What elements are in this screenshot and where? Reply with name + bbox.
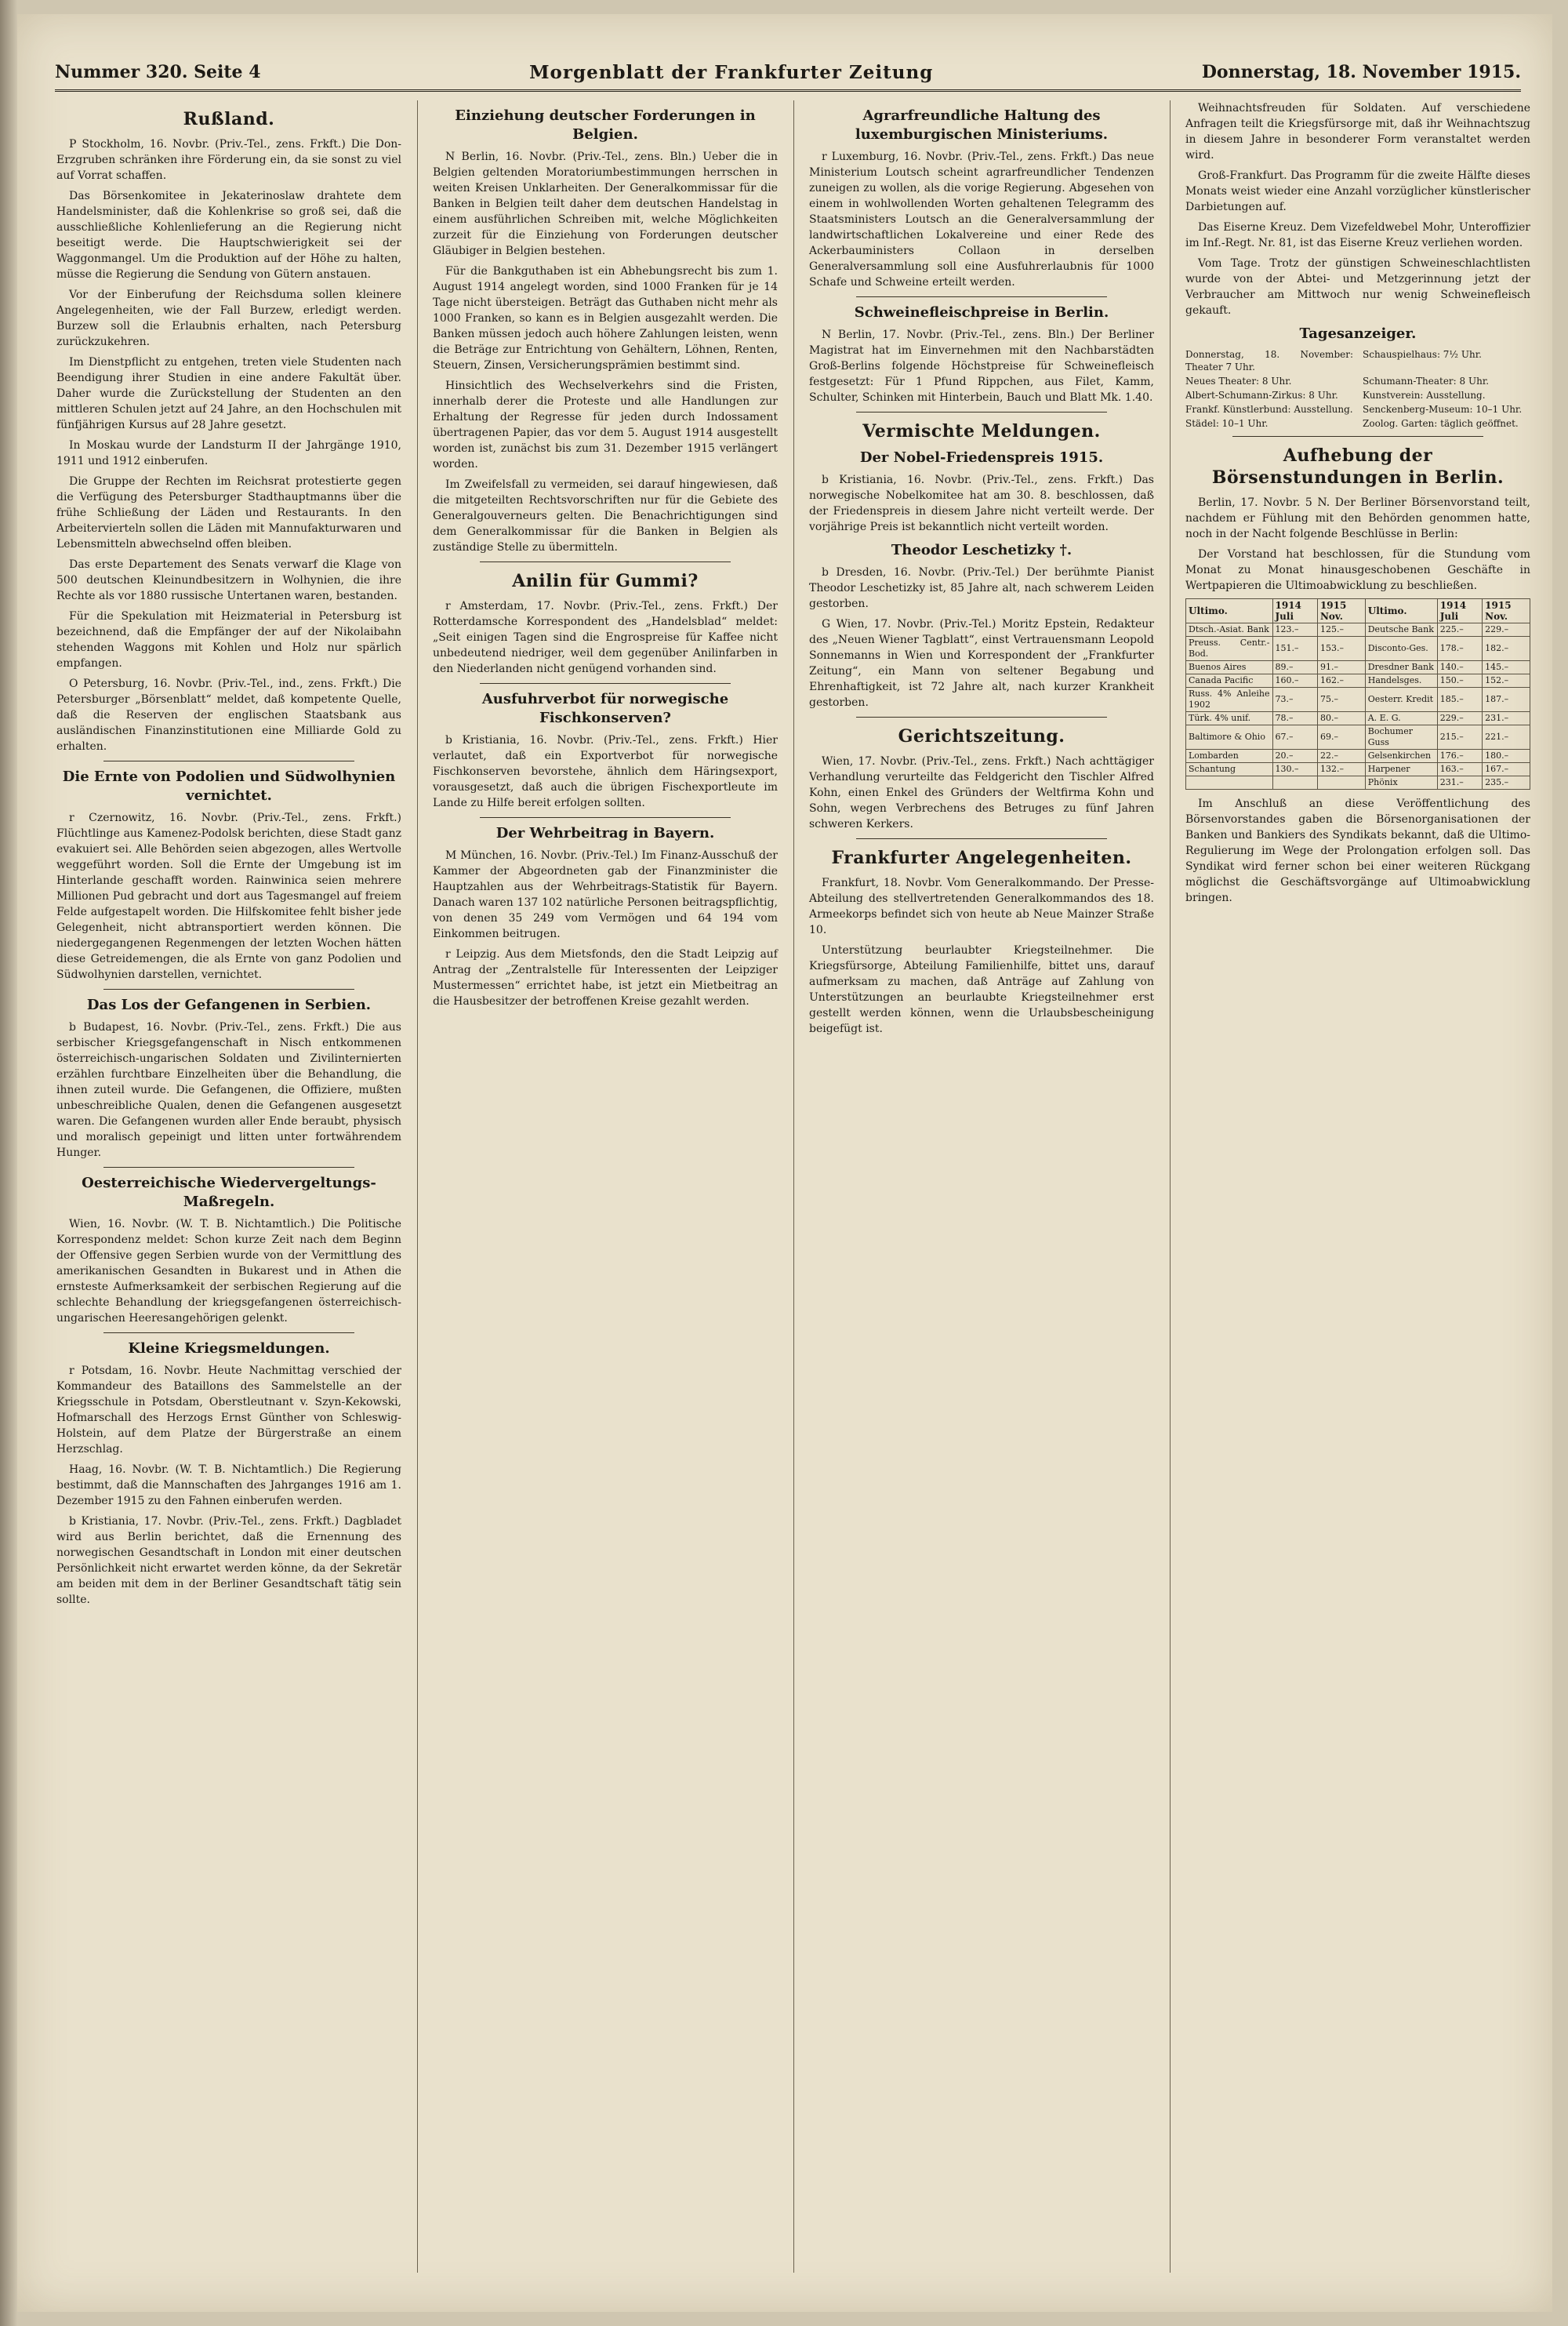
section-rule [856, 412, 1107, 413]
table-header: 1914 Juli [1272, 599, 1317, 623]
table-row [1186, 750, 1530, 763]
section-rule [103, 1167, 354, 1168]
article-paragraph: Das Eiserne Kreuz. Dem Vizefeldwebel Mohr, Unteroffizier im Inf.-Regt. Nr. 81, ist das Eiserne Kreuz verliehen worden. [1185, 221, 1530, 249]
table-cell: 182.– [1483, 637, 1530, 661]
table-cell: Deutsche Bank [1365, 623, 1437, 637]
table-cell: 150.– [1437, 674, 1482, 688]
table-cell [1272, 776, 1317, 790]
table-header: 1915 Nov. [1317, 599, 1365, 623]
article-paragraph: b Budapest, 16. Novbr. (Priv.-Tel., zens. Frkft.) Die aus serbischer Kriegsgefangenschaft in Nisch entkommenen österreichisch-ungarischen Soldaten und Zivilinternierten erzählen furchtbare Einzelheiten über die Behandlung, die ihnen zuteil wurde. Die Gefangenen, die Offiziere, mußten unbeschreibliche Qualen, denen die Gefangenen ausgesetzt waren. Die Gefangenen wurden aller Ende beraubt, physisch und moralisch gepeinigt und litten unter fortwährendem Hunger. [56, 1021, 401, 1159]
table-cell: Russ. 4% Anleihe 1902 [1186, 688, 1273, 712]
article-paragraph: Wien, 16. Novbr. (W. T. B. Nichtamtlich.) Die Politische Korrespondenz meldet: Schon kurze Zeit nach dem Beginn der Offensive gegen Serbien wurde von der Vermittlung des amerikanischen Gesandten in Bukarest und in Athen die ernsteste Aufmerksamkeit der serbischen Regierung auf die schlechte Behandlung der kriegsgefangenen österreichisch-ungarischen Heeresangehörigen gelenkt. [56, 1218, 401, 1325]
headline-wehrbeitrag: Der Wehrbeitrag in Bayern. [495, 825, 715, 841]
article-paragraph: Vom Tage. Trotz der günstigen Schweineschlachtlisten wurde von der Abtei- und Metzgerinnung jetzt der Verbraucher am Mittwoch nur wenig Schweinefleisch gekauft. [1185, 257, 1530, 317]
article-paragraph: O Petersburg, 16. Novbr. (Priv.-Tel., ind., zens. Frkft.) Die Petersburger „Börsenblatt“ meldet, daß kompetente Quelle, daß die Reserven der englischen Staatsbank aus ausländischen Finanzinstitutionen eine Milliarde Gold zu erhalten. [56, 678, 401, 753]
table-cell: 235.– [1483, 776, 1530, 790]
table-row [1186, 688, 1530, 712]
table-cell: 162.– [1317, 674, 1365, 688]
table-cell: 160.– [1272, 674, 1317, 688]
article-paragraph: Groß-Frankfurt. Das Programm für die zweite Hälfte dieses Monats weist wieder eine Anzahl vorzüglicher künstlerischer Darbietungen auf. [1185, 169, 1530, 213]
article-paragraph: r Luxemburg, 16. Novbr. (Priv.-Tel., zens. Frkft.) Das neue Ministerium Loutsch scheint agrarfreundlicher Tendenzen zuneigen zu wollen, als die vorige Regierung. Abgesehen von einem in wohlwollenden Worten gehaltenen Telegramm des Staatsministers Loutsch an die Generalversammlung der landwirtschaftlichen Lokalvereine und einer Rede des Ackerbauministers Collaon in derselben Generalversammlung soll eine Ausfuhrerlaubnis für 1000 Schafe und Schweine erteilt werden. [809, 151, 1154, 289]
headline-frankfurter: Frankfurter Angelegenheiten. [831, 848, 1132, 868]
listing-item: Donnerstag, 18. November: Theater 7 Uhr. [1185, 349, 1353, 373]
table-header: Ultimo. [1186, 599, 1273, 623]
table-cell: 75.– [1317, 688, 1365, 712]
table-cell: 180.– [1483, 750, 1530, 763]
column-3 [809, 100, 1154, 1041]
table-row [1186, 712, 1530, 725]
article-paragraph: N Berlin, 17. Novbr. (Priv.-Tel., zens. Bln.) Der Berliner Magistrat hat im Einvernehmen mit den Nachbarstädten Groß-Berlins folgende Höchstpreise für Schweinefleisch festgesetzt: Für 1 Pfund Rippchen, aus Filet, Kamm, Schulter, Schinken mit Hinterbein, Bauch und Blatt Mk. 1.40. [809, 329, 1154, 404]
table-cell: 229.– [1437, 712, 1482, 725]
table-cell: 152.– [1483, 674, 1530, 688]
table-cell: 153.– [1317, 637, 1365, 661]
article-paragraph: b Kristiania, 16. Novbr. (Priv.-Tel., zens. Frkft.) Hier verlautet, daß ein Exportverbot für norwegische Fischkonserven bevorstehe, ähnlich dem Häringsexport, vorausgesetzt, daß auch die übrigen Fischexportleute im Lande zu Hilfe bereit erfolgen sollten. [433, 734, 778, 809]
table-cell: Buenos Aires [1186, 661, 1273, 674]
table-cell: 80.– [1317, 712, 1365, 725]
table-row [1186, 763, 1530, 776]
article-paragraph: Für die Spekulation mit Heizmaterial in Petersburg ist bezeichnend, daß die Empfänger der auf der Nikolaibahn stehenden Waggons mit Kohlen und Holz nur spärlich empfangen. [56, 610, 401, 670]
table-cell: 145.– [1483, 661, 1530, 674]
table-cell: 221.– [1483, 725, 1530, 750]
section-rule [856, 717, 1107, 718]
table-cell: 140.– [1437, 661, 1482, 674]
table-cell: 167.– [1483, 763, 1530, 776]
article-paragraph: Hinsichtlich des Wechselverkehrs sind die Fristen, innerhalb derer die Proteste und alle Handlungen zur Erhaltung der Regresse für jeden durch Indossament übertragenen Papier, das vor dem 5. August 1914 ausgestellt worden ist, zunächst bis zum 31. Dezember 1915 verlängert worden. [433, 380, 778, 471]
table-row [1186, 661, 1530, 674]
headline-vermischte: Vermischte Meldungen. [862, 421, 1101, 442]
table-header: 1915 Nov. [1483, 599, 1530, 623]
table-cell: Dtsch.-Asiat. Bank [1186, 623, 1273, 637]
article-paragraph: Für die Bankguthaben ist ein Abhebungsrecht bis zum 1. August 1914 angelegt worden, sind 1000 Franken für je 14 Tage nicht übersteigen. Beträgt das Guthaben nicht mehr als 1000 Franken, so kann es in Belgien ausgezahlt werden. Die Banken müssen jedoch auch höhere Zahlungen leisten, wenn die Beträge zur Entrichtung von Gehältern, Löhnen, Renten, Steuern, Zinsen, Versicherungsprämien bestimmt sind. [433, 265, 778, 372]
table-header: Ultimo. [1365, 599, 1437, 623]
section-rule [103, 1332, 354, 1333]
article-paragraph: Unterstützung beurlaubter Kriegsteilnehmer. Die Kriegsfürsorge, Abteilung Familienhilfe, bittet uns, darauf aufmerksam zu machen, daß Anträge auf Zahlung von Unterstützungen an beurlaubte Kriegsteilnehmer erst gestellt werden können, wenn die Urlaubsbescheinigung beigefügt ist. [809, 944, 1154, 1035]
article-paragraph: P Stockholm, 16. Novbr. (Priv.-Tel., zens. Frkft.) Die Don-Erzgruben schränken ihre Förderung ein, da sie sonst zu viel auf Vorrat schaffen. [56, 138, 401, 182]
table-cell: Dresdner Bank [1365, 661, 1437, 674]
tagesanzeiger-listing [1185, 348, 1530, 430]
article-paragraph: r Leipzig. Aus dem Mietsfonds, den die Stadt Leipzig auf Antrag der „Zentralstelle für Interessenten der Leipziger Mustermessen“ errichtet habe, ist jetzt ein Mietbeitrag an die Hausbesitzer der betroffenen Kreise gezahlt werden. [433, 948, 778, 1008]
headline-belgien: Einziehung deutscher Forderungen in Belgien. [455, 107, 756, 143]
table-cell: 229.– [1483, 623, 1530, 637]
table-cell: 151.– [1272, 637, 1317, 661]
headline-anilin: Anilin für Gummi? [512, 571, 699, 591]
table-row [1186, 637, 1530, 661]
table-cell: 91.– [1317, 661, 1365, 674]
subheadline-nobel: Der Nobel-Friedenspreis 1915. [859, 449, 1104, 466]
article-paragraph: b Dresden, 16. Novbr. (Priv.-Tel.) Der berühmte Pianist Theodor Leschetizky ist, 85 Jahre alt, nach schwerem Leiden gestorben. [809, 566, 1154, 610]
article-paragraph: b Kristiania, 17. Novbr. (Priv.-Tel., zens. Frkft.) Dagbladet wird aus Berlin berichtet, daß die Ernennung des norwegischen Gesandtschaft in London mit einer deutschen Persönlichkeit nicht erwartet werden könne, da der Sekretär am beiden mit dem in der Berliner Gesandtschaft tätig sein sollte. [56, 1515, 401, 1606]
headline-schweinefleisch: Schweinefleischpreise in Berlin. [854, 304, 1109, 321]
article-paragraph: Das erste Departement des Senats verwarf die Klage von 500 deutschen Kleinundbesitzern in Wolhynien, die ihre Rechte als vor 1880 russische Untertanen waren, bestanden. [56, 558, 401, 602]
table-cell: 130.– [1272, 763, 1317, 776]
column-4 [1185, 100, 1530, 910]
newspaper-page [17, 14, 1552, 2312]
listing-item: Zoolog. Garten: täglich geöffnet. [1363, 418, 1519, 429]
article-paragraph: Vor der Einberufung der Reichsduma sollen kleinere Angelegenheiten, wie der Fall Burzew, erledigt werden. Burzew soll die Erlaubnis erhalten, nach Petersburg zurückzukehren. [56, 289, 401, 348]
listing-item: Frankf. Künstlerbund: Ausstellung. [1185, 404, 1353, 415]
article-paragraph: Im Zweifelsfall zu vermeiden, sei darauf hingewiesen, daß die mitgeteilten Rechtsvorschriften nur für die Gebiete des Generalgouverneurs gelten. Die Benachrichtigungen sind dem Generalkommissar für die Banken in Belgien als zuständige Stelle zu übermitteln. [433, 478, 778, 554]
article-paragraph: Haag, 16. Novbr. (W. T. B. Nichtamtlich.) Die Regierung bestimmt, daß die Mannschaften des Jahrganges 1916 am 1. Dezember 1915 zu den Fahnen einberufen werden. [56, 1463, 401, 1507]
table-cell: Schantung [1186, 763, 1273, 776]
listing-item: Senckenberg-Museum: 10–1 Uhr. [1363, 404, 1523, 415]
table-cell: 176.– [1437, 750, 1482, 763]
table-header: 1914 Juli [1437, 599, 1482, 623]
headline-gerichtszeitung: Gerichtszeitung. [898, 726, 1065, 747]
article-paragraph: r Potsdam, 16. Novbr. Heute Nachmittag verschied der Kommandeur des Bataillons des Sammelstelle an der Kriegsschule in Potsdam, Oberstleutnant v. Szyn-Kekowski, Hofmarschall des Herzogs Ernst Günther von Schleswig-Holstein, auf dem Platze der Bürgerstraße an einem Herzschlag. [56, 1365, 401, 1456]
table-cell: A. E. G. [1365, 712, 1437, 725]
table-cell: Baltimore & Ohio [1186, 725, 1273, 750]
table-cell: Bochumer Guss [1365, 725, 1437, 750]
page-fold-shadow [0, 0, 17, 2326]
table-cell: Lombarden [1186, 750, 1273, 763]
table-cell: 125.– [1317, 623, 1365, 637]
table-cell: Disconto-Ges. [1365, 637, 1437, 661]
headline-boersenstundungen: Aufhebung der Börsenstundungen in Berlin. [1211, 445, 1504, 488]
header-masthead: Morgenblatt der Frankfurter Zeitung [529, 61, 934, 83]
table-cell: Preuss. Centr.-Bod. [1186, 637, 1273, 661]
section-rule [856, 838, 1107, 839]
listing-item: Schumann-Theater: 8 Uhr. [1363, 376, 1490, 387]
table-cell: 231.– [1483, 712, 1530, 725]
listing-item: Neues Theater: 8 Uhr. [1185, 376, 1292, 387]
table-cell: 163.– [1437, 763, 1482, 776]
article-paragraph: M München, 16. Novbr. (Priv.-Tel.) Im Finanz-Ausschuß der Kammer der Abgeordneten gab der Finanzminister die Hauptzahlen aus der Wehrbeitrags-Statistik für Bayern. Danach waren 137 102 natürliche Personen beitragspflichtig, von denen 35 249 vom Vermögen und 64 194 vom Einkommen beitrugen. [433, 849, 778, 940]
table-cell: 20.– [1272, 750, 1317, 763]
article-paragraph: Frankfurt, 18. Novbr. Vom Generalkommando. Der Presse-Abteilung des stellvertretenden Generalkommandos des 18. Armeekorps befindet sich von heute ab Neue Mainzer Straße 10. [809, 877, 1154, 936]
section-rule [480, 683, 731, 684]
article-paragraph: Im Anschluß an diese Veröffentlichung des Börsenvorstandes gaben die Börsenorganisationen der Banken und Bankiers des Syndikats bekannt, daß die Ultimo-Regulierung im Wege der Prolongation erfolgen soll. Das Syndikat wird ferner schon bei einer weiteren Rückgang möglichst die Geschäftsvorgänge auf Ultimoabwicklung bringen. [1185, 798, 1530, 904]
listing-item: Schauspielhaus: 7½ Uhr. [1363, 349, 1482, 360]
table-cell: Handelsges. [1365, 674, 1437, 688]
table-cell: 185.– [1437, 688, 1482, 712]
table-cell: 231.– [1437, 776, 1482, 790]
column-1 [56, 100, 401, 1612]
table-row [1186, 623, 1530, 637]
header-date: Donnerstag, 18. November 1915. [1201, 62, 1521, 82]
article-paragraph: Weihnachtsfreuden für Soldaten. Auf verschiedene Anfragen teilt die Kriegsfürsorge mit, daß ihr Weihnachtszug in diesem Jahre in besonderer Form veranstaltet werden wird. [1185, 102, 1530, 162]
article-paragraph: Die Gruppe der Rechten im Reichsrat protestierte gegen die Verfügung des Petersburger Stadthauptmanns über die frühe Schließung der Läden und Restaurants. In den Arbeitervierteln sollen die Läden mit Mannufakturwaren und Lebensmitteln abwechselnd offen bleiben. [56, 475, 401, 551]
table-cell [1186, 776, 1273, 790]
headline-fischkonserven: Ausfuhrverbot für norwegische Fischkonserven? [481, 691, 729, 726]
listing-item: Kunstverein: Ausstellung. [1363, 390, 1486, 401]
table-cell: 67.– [1272, 725, 1317, 750]
table-cell: 73.– [1272, 688, 1317, 712]
table-cell [1317, 776, 1365, 790]
table-cell: Gelsenkirchen [1365, 750, 1437, 763]
header-issue: Nummer 320. Seite 4 [55, 62, 261, 82]
table-row [1186, 674, 1530, 688]
headline-ernte: Die Ernte von Podolien und Südwolhynien vernichtet. [62, 769, 396, 804]
table-cell: Harpener [1365, 763, 1437, 776]
table-cell: 69.– [1317, 725, 1365, 750]
column-divider [1170, 100, 1171, 2273]
article-paragraph: Wien, 17. Novbr. (Priv.-Tel., zens. Frkft.) Nach achttägiger Verhandlung verurteilte das Feldgericht den Tischler Alfred Kohn, einen Enkel des Gründers der Weltfirma Kohn und Sohn, wegen Verbrechens des Betruges zu fünf Jahren schweren Kerkers. [809, 755, 1154, 830]
article-paragraph: Berlin, 17. Novbr. 5 N. Der Berliner Börsenvorstand teilt, nachdem er Fühlung mit den Behörden genommen hatte, noch in der Nacht folgende Beschlüsse in Berlin: [1185, 496, 1530, 540]
section-rule [856, 296, 1107, 297]
table-cell: Oesterr. Kredit [1365, 688, 1437, 712]
section-rule [1232, 436, 1483, 437]
article-paragraph: b Kristiania, 16. Novbr. (Priv.-Tel., zens. Frkft.) Das norwegische Nobelkomitee hat am 30. 8. beschlossen, daß der Friedenspreis in diesem Jahre nicht verteilt werde. Der vorjährige Preis ist bekanntlich nicht verteilt worden. [809, 474, 1154, 533]
table-row [1186, 725, 1530, 750]
headline-kriegsmeldungen: Kleine Kriegsmeldungen. [128, 1340, 330, 1357]
table-cell: 123.– [1272, 623, 1317, 637]
article-paragraph: N Berlin, 16. Novbr. (Priv.-Tel., zens. Bln.) Ueber die in Belgien geltenden Moratoriumbestimmungen herrschen in weiten Kreisen Unklarheiten. Der Generalkommissar für die Banken in Belgien teilt daher dem deutschen Handelstag in einem ausführlichen Schreiben mit, welche Möglichkeiten zurzeit für die Einziehung von Forderungen deutscher Gläubiger in Belgien bestehen. [433, 151, 778, 257]
table-cell: 132.– [1317, 763, 1365, 776]
article-paragraph: In Moskau wurde der Landsturm II der Jahrgänge 1910, 1911 und 1912 einberufen. [56, 439, 401, 467]
article-paragraph: Das Börsenkomitee in Jekaterinoslaw drahtete dem Handelsminister, daß die Kohlenkrise so groß sei, daß die ausschließliche Kohlenlieferung an die Regierung nicht beseitigt werde. Die Hauptschwierigkeit sei der Waggonmangel. Um die Produktion auf der Höhe zu halten, müsse die Regierung die Sendung von Gütern anstauen. [56, 190, 401, 281]
column-divider [793, 100, 794, 2273]
table-cell: 89.– [1272, 661, 1317, 674]
table-body [1186, 623, 1530, 790]
headline-tagesanzeiger: Tagesanzeiger. [1299, 325, 1417, 342]
section-rule [103, 989, 354, 990]
section-rule [480, 817, 731, 818]
table-cell: Phönix [1365, 776, 1437, 790]
listing-item: Albert-Schumann-Zirkus: 8 Uhr. [1185, 390, 1338, 401]
table-row [1186, 776, 1530, 790]
article-paragraph: Der Vorstand hat beschlossen, für die Stundung vom Monat zu Monat hinausgeschobenen Geschäfte in Wertpapieren die Ultimoabwicklung zu beschließen. [1185, 548, 1530, 592]
page-header [55, 55, 1521, 92]
table-cell: 22.– [1317, 750, 1365, 763]
table-cell: 225.– [1437, 623, 1482, 637]
article-paragraph: G Wien, 17. Novbr. (Priv.-Tel.) Moritz Epstein, Redakteur des „Neuen Wiener Tagblatt“, einst Vertrauensmann Leopold Sonnemanns in Wien und Korrespondent der „Frankfurter Zeitung“, ein Mann von seltener Begabung und Ehrenhaftigkeit, ist 72 Jahre alt, nach kurzer Krankheit gestorben. [809, 618, 1154, 709]
ultimo-stock-table [1185, 598, 1530, 790]
article-paragraph: r Czernowitz, 16. Novbr. (Priv.-Tel., zens. Frkft.) Flüchtlinge aus Kamenez-Podolsk berichten, diese Stadt ganz evakuiert sei. Alle Behörden seien abgezogen, alles Wertvolle weggeführt worden. Soll die Ernte der Umgebung ist im Hinterlande geschafft worden. Rainwinica seien mehrere Millionen Pud gebracht und dort aus Tagesmangel auf freiem Felde aufgestapelt worden. Die Hilfskomitee fehlt bisher jede Gelegenheit, nicht abtransportiert werden können. Die niedergegangenen Regenmengen der letzten Wochen hätten diese Getreidemengen, die als Ernte von ganz Podolien und Südwolhynien darstellen, vernichtet. [56, 812, 401, 981]
article-paragraph: Im Dienstpflicht zu entgehen, treten viele Studenten nach Beendigung ihrer Studien in eine andere Fakultät über. Daher wurde die Zurückstellung der Studenten an den mittleren Schulen jetzt auf 24 Jahre, an den Hochschulen mit fünfjährigen Kursus auf 28 Jahre gesetzt. [56, 356, 401, 431]
headline-russland: Rußland. [183, 109, 275, 129]
column-2 [433, 100, 778, 1014]
headline-luxemburg: Agrarfreundliche Haltung des luxemburgischen Ministeriums. [855, 107, 1109, 143]
table-cell: 187.– [1483, 688, 1530, 712]
table-cell: 78.– [1272, 712, 1317, 725]
subheadline-leschetizky: Theodor Leschetizky †. [891, 542, 1073, 558]
table-cell: Canada Pacific [1186, 674, 1273, 688]
article-paragraph: r Amsterdam, 17. Novbr. (Priv.-Tel., zens. Frkft.) Der Rotterdamsche Korrespondent des „Handelsblad“ meldet: „Seit einigen Tagen sind die Engrospreise für Kaffee nicht unbedeutend niedriger, weil dem gegenüber Anilinfarben in den Niederlanden nicht genügend vorhanden sind. [433, 600, 778, 675]
listing-item: Städel: 10–1 Uhr. [1185, 418, 1269, 429]
table-cell: Türk. 4% unif. [1186, 712, 1273, 725]
table-cell: 178.– [1437, 637, 1482, 661]
headline-wiedervergeltung: Oesterreichische Wiedervergeltungs-Maßregeln. [82, 1175, 376, 1210]
headline-gefangene: Das Los der Gefangenen in Serbien. [86, 997, 372, 1013]
table-cell: 215.– [1437, 725, 1482, 750]
column-divider [417, 100, 418, 2273]
